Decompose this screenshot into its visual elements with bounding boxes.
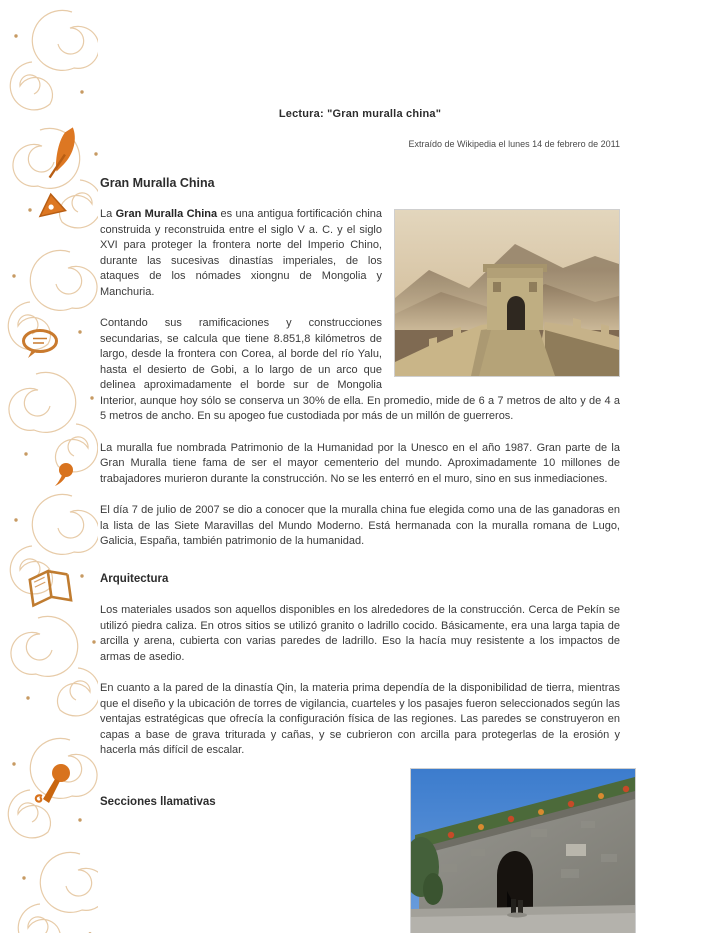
paragraph-intro-4: El día 7 de julio de 2007 se dio a conocer que la muralla china fue elegida como una de las ganadoras en la lista de las Siete Maravillas del Mundo Moderno. Está hermanada con la muralla romana de Lugo, Galicia, España, también patrimonio de la humanidad.	[100, 504, 620, 547]
pen-nib-icon	[35, 190, 70, 221]
great-wall-watchtower-illustration	[395, 210, 619, 376]
paragraph-architecture-2: En cuanto a la pared de la dinastía Qin, la materia prima dependía de la disponibilidad de tierra, mientras que el diseño y la ubicación de torres de vigilancia, cuarteles y los pasajes fueron seleccionados según las ventajas estratégicas que ofrecía la configuración física de las regiones. Las paredes se construyeron en capas a base de grava triturada y cañas, y se cubrieron con arcilla para protegerlas de la erosión y hacerla más difícil de escalar.	[100, 682, 620, 756]
paragraph-intro-3: La muralla fue nombrada Patrimonio de la Humanidad por la Unesco en el año 1987. Gran parte de la Gran Muralla tiene fama de ser el mayor cementerio del mundo. Aproximadamente 10 millones de trabajadores murieron durante la construcción. No se les enterró en el muro, sino en sus inmediaciones.	[100, 441, 620, 485]
sections-heading: Secciones llamativas	[100, 795, 216, 808]
article-body	[100, 207, 620, 810]
source-attribution: Extraído de Wikipedia el lunes 14 de febrero de 2011	[408, 139, 620, 149]
speech-bubble-icon	[20, 328, 60, 360]
comma-icon	[54, 462, 74, 488]
great-wall-watchtower-photo	[394, 209, 620, 377]
intro-lead-rest: es una antigua fortificación china construida y reconstruida entre el siglo V a. C. y el siglo XVI para proteger la frontera norte del Imperio Chino, durante las sucesivas dinastías imperiales, de los ataques de los nómades xiongnu de Mongolia y Manchuria.	[100, 208, 382, 298]
document-title: Lectura: "Gran muralla china"	[278, 108, 442, 120]
paragraph-intro-2: Contando sus ramificaciones y construcciones secundarias, se calcula que tiene 8.851,8 kilómetros de largo, desde la frontera con Corea, al borde del río Yalu, hasta el desierto de Gobi, a lo largo de un arco que delinea aproximadamente el borde sur de Mongolia Interior, aunque hoy sólo se conserva un 30% de ella. En promedio, mide de 6 a 7 metros de alto y de 4 a 5 metros de ancho. En su apogeo fue custodiada por más de un millón de guerreros.	[100, 317, 620, 422]
wall-arch-gate-illustration	[411, 769, 635, 933]
paragraph-architecture-1: Los materiales usados son aquellos disponibles en los alrededores de la construcción. Cerca de Pekín se utilizó piedra caliza. En otros sitios se utilizó granito o ladrillo cocido. Básicamente, era una larga tapia de arcilla y arena, cubierta con varias paredes de ladrillo. Eso la hacía muy resistente a los impactos de armas de asedio.	[100, 604, 620, 663]
wall-arch-gate-photo	[410, 768, 636, 933]
intro-lead-prefix: La	[100, 208, 116, 220]
article-heading: Gran Muralla China	[100, 176, 215, 190]
microphone-icon	[30, 760, 76, 808]
architecture-heading: Arquitectura	[100, 572, 169, 585]
intro-lead-bold: Gran Muralla China	[115, 208, 218, 220]
document-content	[100, 0, 620, 826]
open-book-icon	[23, 563, 76, 611]
